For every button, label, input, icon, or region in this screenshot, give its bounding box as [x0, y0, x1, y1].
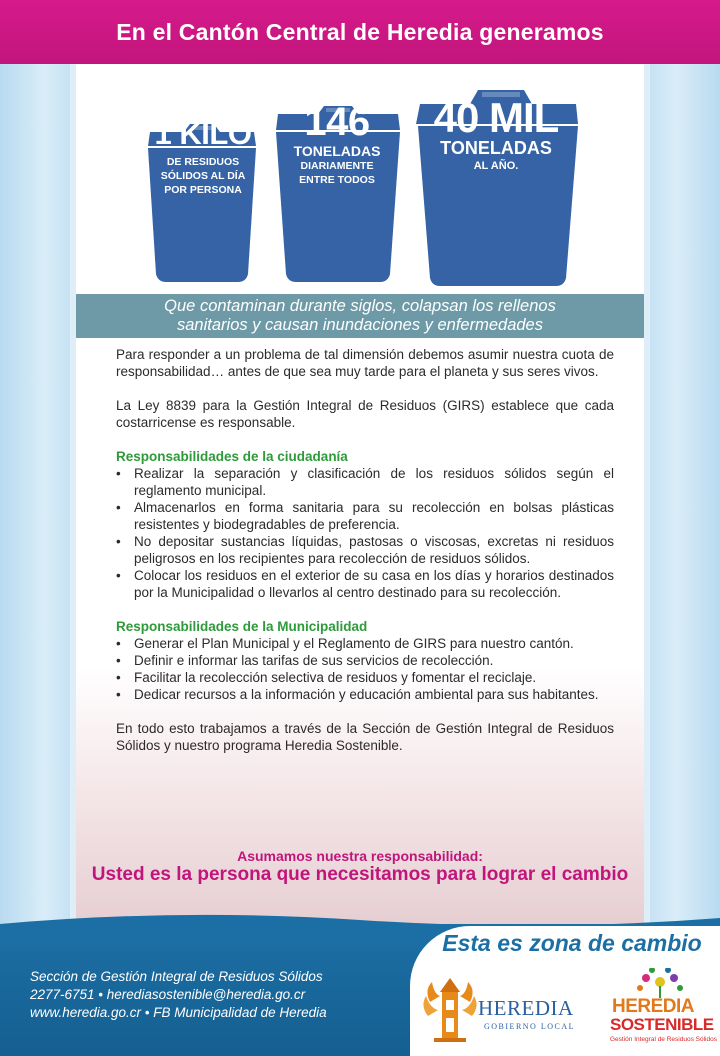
call-to-action-intro: Asumamos nuestra responsabilidad:: [237, 848, 483, 864]
bin-large-unit: TONELADAS: [440, 138, 552, 158]
intro-paragraph: Para responder a un problema de tal dimensión debemos asumir nuestra cuota de responsabilidad… antes de que sea muy tarde para el planeta y sus seres vivos.: [116, 347, 614, 379]
footer-phone-email[interactable]: 2277-6751 • herediasostenible@heredia.go.cr: [30, 987, 306, 1002]
bin-small-line: DE RESIDUOS: [166, 156, 240, 168]
bin-large-line: AL AÑO.: [473, 160, 519, 172]
header-title: En el Cantón Central de Heredia generamos: [116, 18, 604, 45]
bin-small-headline: 1 KILO: [154, 116, 252, 151]
logo-heredia-subtitle: GOBIERNO LOCAL: [484, 1022, 575, 1031]
logo-heredia-gobierno-local: [420, 972, 580, 1046]
list-item: • Almacenarlos en forma sanitaria para su recolección en bolsas plásticas resistentes y biodegradables de preferencia.: [116, 499, 614, 533]
municipality-title: Responsabilidades de la Municipalidad: [116, 619, 368, 634]
bin-medium-headline: 146: [304, 100, 370, 144]
logo-sost-tagline: Gestión Integral de Residuos Sólidos: [610, 1036, 717, 1043]
logo-heredia-sostenible: [600, 968, 720, 1052]
law-paragraph: La Ley 8839 para la Gestión Integral de Residuos (GIRS) establece que cada costarricense es responsable.: [116, 398, 614, 430]
body-content: [116, 346, 614, 754]
citizens-title: Responsabilidades de la ciudadanía: [116, 449, 348, 464]
list-item: • Generar el Plan Municipal y el Reglamento de GIRS para nuestro cantón.: [116, 635, 614, 652]
banner-line: sanitarios y causan inundaciones y enfermedades: [177, 316, 543, 334]
bin-small-text: [138, 116, 268, 197]
heredia-tower-icon: [420, 972, 480, 1046]
municipality-list: [116, 635, 614, 703]
bins-illustration: [0, 64, 720, 294]
list-item: • No depositar sustancias líquidas, pastosas o viscosas, excretas ni residuos peligrosos en los recipientes para recolección de residuos sólidos.: [116, 533, 614, 567]
list-item: • Facilitar la recolección selectiva de residuos y fomentar el reciclaje.: [116, 669, 614, 686]
closing-paragraph: En todo esto trabajamos a través de la Sección de Gestión Integral de Residuos Sólidos y nuestro programa Heredia Sostenible.: [116, 721, 614, 753]
bin-medium-text: [268, 100, 406, 187]
bin-small-line: POR PERSONA: [164, 184, 242, 196]
footer-department: Sección de Gestión Integral de Residuos Sólidos: [30, 969, 323, 984]
list-item: • Dedicar recursos a la información y educación ambiental para sus habitantes.: [116, 686, 614, 703]
bin-medium-unit: TONELADAS: [293, 143, 381, 159]
bin-medium-line: ENTRE TODOS: [299, 174, 375, 186]
bin-small-line: SÓLIDOS AL DÍA: [160, 170, 246, 182]
logo-sost-sostenible: SOSTENIBLE: [610, 1015, 714, 1034]
list-item: • Definir e informar las tarifas de sus servicios de recolección.: [116, 652, 614, 669]
list-item: • Colocar los residuos en el exterior de su casa en los días y horarios destinados por la Municipalidad o llevarlos al centro destinado para su recolección.: [116, 567, 614, 601]
banner-line: Que contaminan durante siglos, colapsan los rellenos: [164, 297, 556, 315]
footer-contact: [30, 968, 390, 1022]
bin-large-headline: 40 MIL: [433, 94, 559, 141]
list-item: • Realizar la separación y clasificación de los residuos sólidos según el reglamento municipal.: [116, 465, 614, 499]
bin-medium-line: DIARIAMENTE: [300, 160, 374, 172]
logo-heredia-name: HEREDIA: [478, 996, 574, 1020]
flower-icon: [610, 968, 710, 998]
slogan: Esta es zona de cambio: [442, 930, 702, 956]
footer-web-facebook[interactable]: www.heredia.go.cr • FB Municipalidad de Heredia: [30, 1005, 327, 1020]
impact-banner: [76, 294, 644, 338]
bin-large-text: [410, 94, 582, 172]
call-to-action-headline: Usted es la persona que necesitamos para lograr el cambio: [91, 864, 629, 885]
header-bar: [0, 0, 720, 64]
logo-sost-heredia: HEREDIA: [612, 996, 695, 1017]
citizens-list: [116, 465, 614, 601]
